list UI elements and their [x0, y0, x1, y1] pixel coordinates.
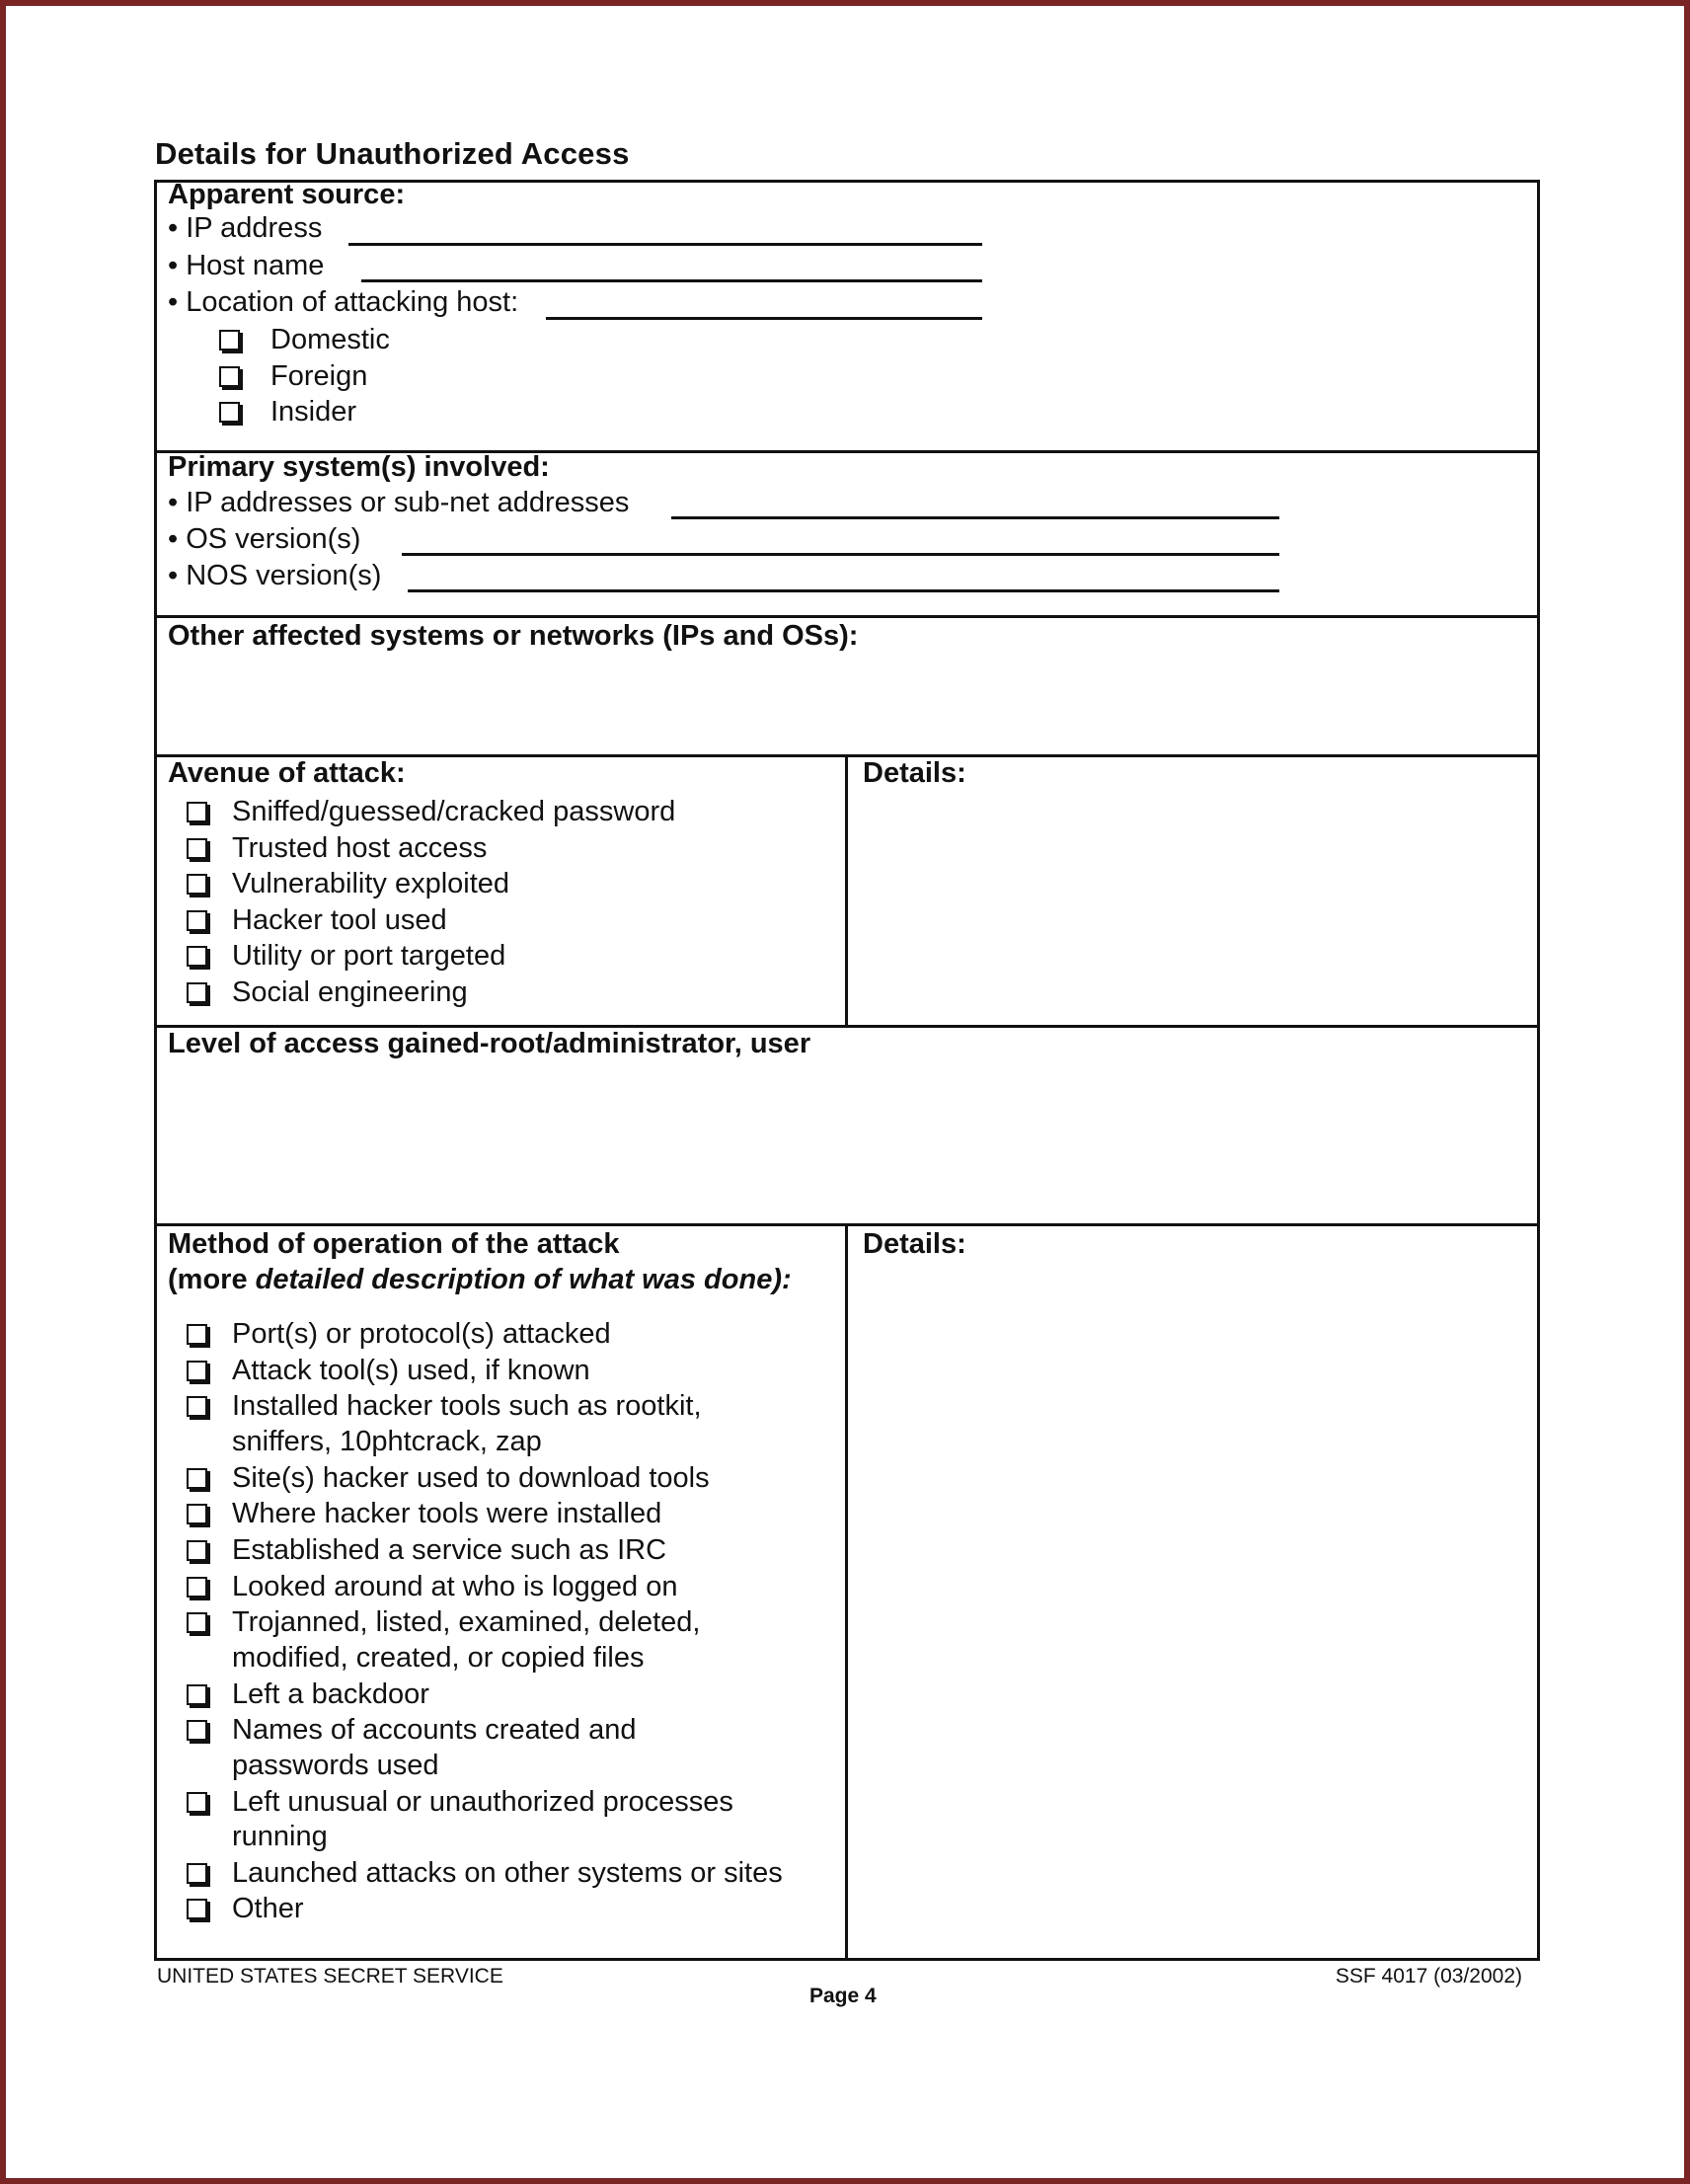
method-option-label: Where hacker tools were installed — [232, 1498, 662, 1530]
ip-address-label: • IP address — [168, 212, 323, 244]
section-avenue-of-attack — [157, 757, 1537, 1028]
section-level-of-access[interactable] — [157, 1028, 1537, 1226]
footer-form-number: SSF 4017 (03/2002) — [1335, 1965, 1522, 1988]
method-option-label: Launched attacks on other systems or sites — [232, 1856, 783, 1889]
section-method-of-operation — [157, 1226, 1537, 1958]
ip-subnet-label: • IP addresses or sub-net addresses — [168, 487, 630, 518]
checkbox[interactable] — [187, 1684, 207, 1705]
checkbox[interactable] — [187, 1396, 207, 1417]
avenue-option-label: Sniffed/guessed/cracked password — [232, 796, 676, 827]
avenue-heading: Avenue of attack: — [168, 757, 406, 789]
avenue-details-label: Details: — [863, 757, 966, 789]
method-option-label: Established a service such as IRC — [232, 1534, 667, 1566]
checkbox[interactable] — [187, 1324, 207, 1345]
avenue-details[interactable] — [848, 757, 1537, 1025]
checkbox[interactable] — [187, 1361, 207, 1381]
checkbox[interactable] — [187, 1720, 207, 1741]
method-details[interactable] — [848, 1226, 1537, 1958]
checkbox[interactable] — [187, 1504, 207, 1524]
checkbox[interactable] — [187, 1863, 207, 1884]
checkbox[interactable] — [187, 1899, 207, 1919]
method-option-label: Trojanned, listed, examined, deleted, — [232, 1606, 701, 1639]
level-of-access-heading: Level of access gained-root/administrator, user — [168, 1028, 811, 1059]
location-label: • Location of attacking host: — [168, 286, 519, 318]
avenue-option-label: Utility or port targeted — [232, 940, 506, 973]
method-option-label: sniffers, 10phtcrack, zap — [232, 1425, 542, 1457]
checkbox[interactable] — [219, 402, 240, 423]
method-option-label: modified, created, or copied files — [232, 1641, 645, 1674]
checkbox[interactable] — [187, 874, 207, 895]
method-details-label: Details: — [863, 1228, 966, 1260]
ip-address-field[interactable] — [348, 243, 982, 246]
apparent-source-heading: Apparent source: — [168, 179, 406, 210]
method-option-label: Left unusual or unauthorized processes — [232, 1785, 733, 1818]
page-title: Details for Unauthorized Access — [155, 136, 630, 171]
footer-page-number: Page 4 — [809, 1985, 877, 2007]
location-field[interactable] — [546, 317, 982, 320]
method-heading-line1: Method of operation of the attack — [168, 1228, 620, 1260]
section-other-affected[interactable] — [157, 618, 1537, 757]
other-affected-heading: Other affected systems or networks (IPs and OSs): — [168, 620, 859, 652]
method-option-label: Names of accounts created and — [232, 1714, 637, 1747]
nos-version-field[interactable] — [408, 589, 1279, 592]
section-primary-systems — [157, 453, 1537, 618]
method-heading-line2: (more detailed description of what was done): — [168, 1264, 792, 1295]
ip-subnet-field[interactable] — [671, 516, 1279, 519]
nos-version-label: • NOS version(s) — [168, 560, 382, 591]
method-option-label: Installed hacker tools such as rootkit, — [232, 1390, 702, 1423]
method-option-label: passwords used — [232, 1749, 439, 1781]
checkbox[interactable] — [187, 1577, 207, 1598]
checkbox[interactable] — [187, 1540, 207, 1561]
method-left-column — [157, 1226, 848, 1958]
avenue-left-column — [157, 757, 848, 1025]
method-option-label: Left a backdoor — [232, 1677, 429, 1710]
checkbox[interactable] — [187, 1612, 207, 1633]
checkbox[interactable] — [187, 838, 207, 859]
method-option-label: Port(s) or protocol(s) attacked — [232, 1318, 611, 1350]
os-version-label: • OS version(s) — [168, 523, 361, 555]
checkbox[interactable] — [187, 910, 207, 931]
method-option-label: running — [232, 1821, 328, 1852]
method-option-label: Attack tool(s) used, if known — [232, 1354, 590, 1386]
checkbox[interactable] — [187, 982, 207, 1003]
checkbox[interactable] — [219, 366, 240, 387]
avenue-option-label: Social engineering — [232, 976, 468, 1008]
checkbox[interactable] — [187, 946, 207, 967]
footer-agency: UNITED STATES SECRET SERVICE — [157, 1965, 503, 1988]
primary-systems-heading: Primary system(s) involved: — [168, 451, 550, 483]
method-option-label: Site(s) hacker used to download tools — [232, 1461, 710, 1494]
section-apparent-source: Apparent source: • IP address • Host name • Location of attacking host: Domestic Foreign Insider — [157, 183, 1537, 453]
host-name-label: • Host name — [168, 250, 325, 281]
checkbox[interactable] — [187, 1468, 207, 1489]
checkbox[interactable] — [187, 802, 207, 822]
os-version-field[interactable] — [402, 553, 1279, 556]
avenue-option-label: Hacker tool used — [232, 903, 447, 936]
method-option-label: Other — [232, 1893, 304, 1925]
checkbox[interactable] — [219, 330, 240, 351]
form-table — [154, 180, 1540, 1961]
avenue-option-label: Vulnerability exploited — [232, 868, 510, 900]
host-name-field[interactable] — [361, 279, 982, 282]
checkbox[interactable] — [187, 1792, 207, 1813]
method-option-label: Looked around at who is logged on — [232, 1570, 678, 1602]
avenue-option-label: Trusted host access — [232, 831, 488, 864]
